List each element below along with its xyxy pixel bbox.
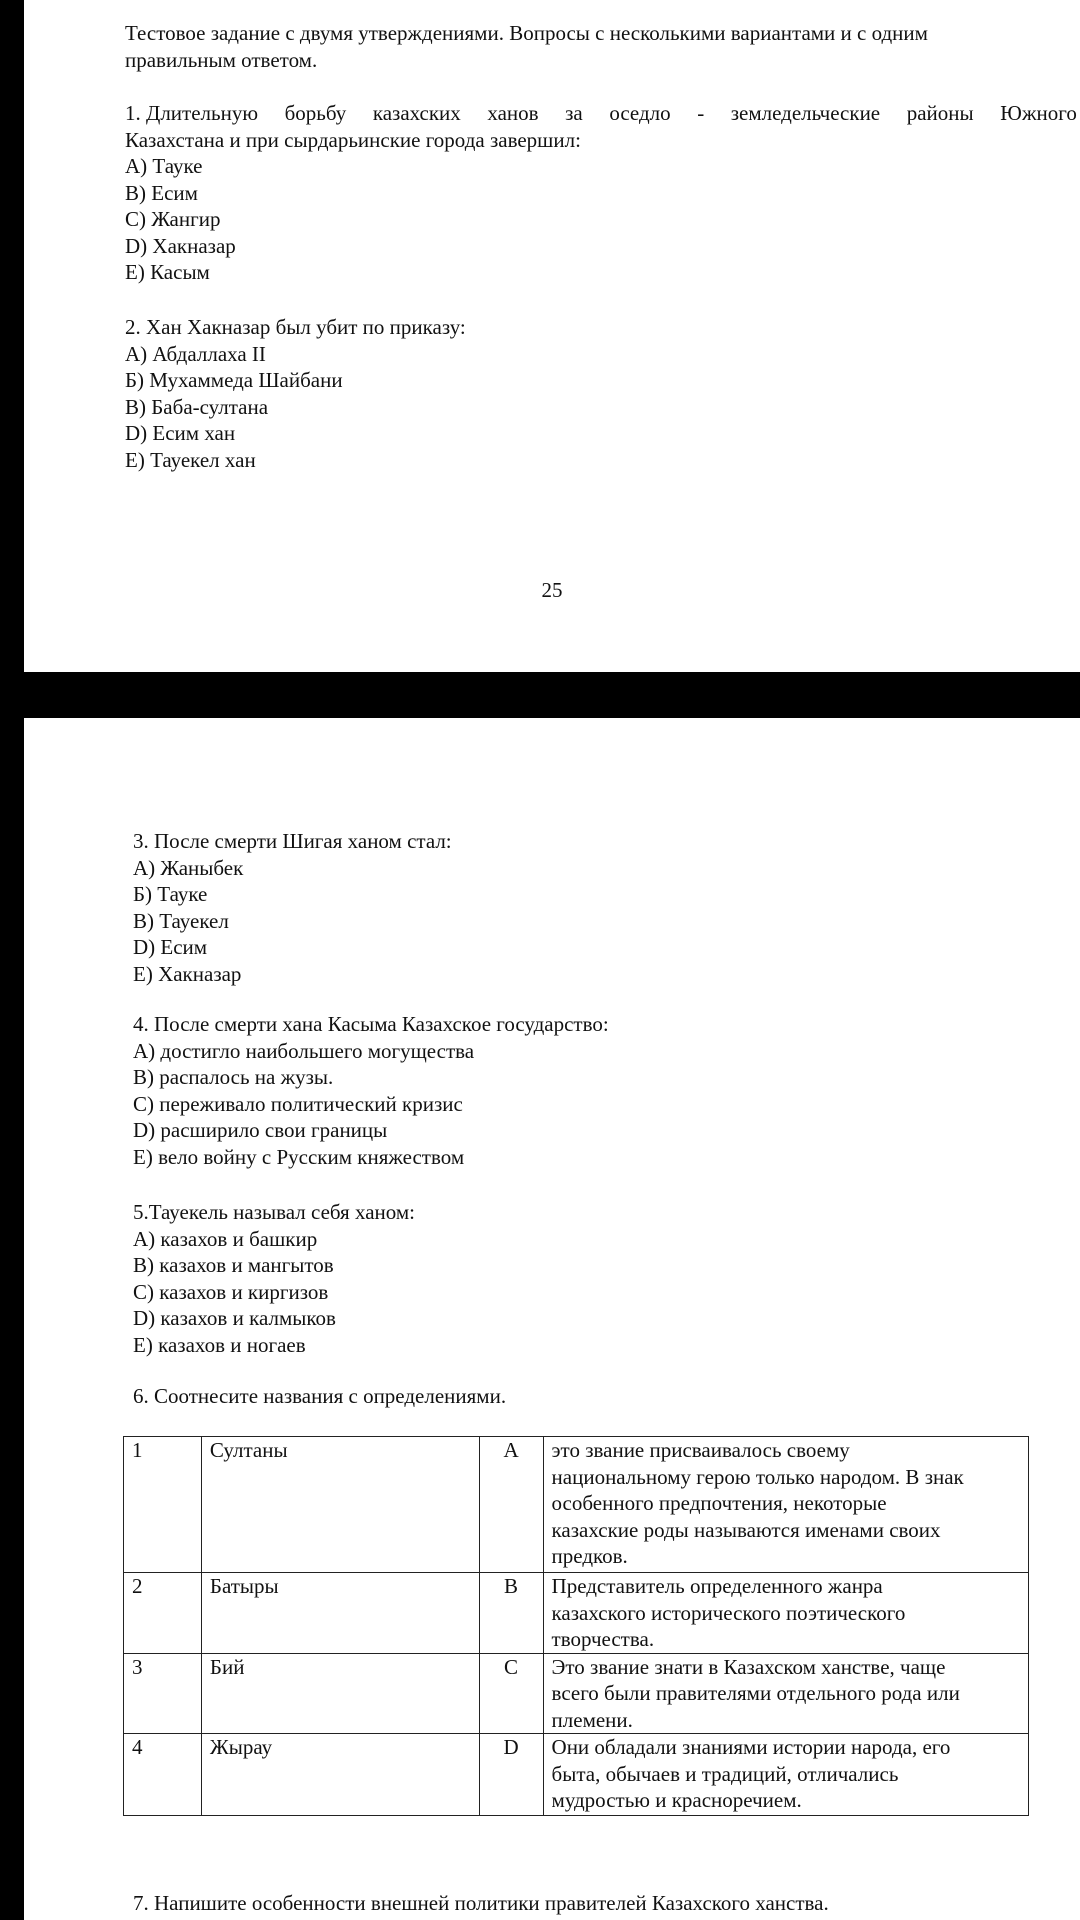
answer-option: D) расширило свои границы — [133, 1118, 388, 1142]
question-4-text: 4. После смерти хана Касыма Казахское государство: — [133, 1012, 609, 1036]
question-7-text: 7. Напишите особенности внешней политики правителей Казахского ханства. — [133, 1891, 829, 1915]
question-6 — [133, 1383, 506, 1410]
page-number: 25 — [541, 578, 563, 602]
definition-text — [543, 1653, 1028, 1734]
answer-option: D) Хакназар — [125, 233, 236, 258]
page-bottom — [24, 718, 1080, 1920]
definition-line: это звание присваивалось своему — [551, 1438, 850, 1462]
definition-text — [543, 1734, 1028, 1816]
term-name: Батыры — [201, 1573, 479, 1654]
intro-text — [125, 20, 1065, 73]
word: Южного — [1000, 101, 1077, 125]
table-row — [124, 1734, 1029, 1816]
term-name: Султаны — [201, 1437, 479, 1573]
answer-option: В) Тауекел — [133, 908, 229, 933]
word: - — [697, 101, 705, 125]
term-name: Жырау — [201, 1734, 479, 1816]
row-number: 2 — [124, 1573, 202, 1654]
question-1-text-line-2: Казахстана и при сырдарьинские города завершил: — [125, 127, 581, 152]
definition-line: всего были правителями отдельного рода или — [551, 1681, 960, 1705]
word: казахских — [372, 101, 461, 125]
answer-option: D) казахов и калмыков — [133, 1306, 336, 1330]
answer-option: А) казахов и башкир — [133, 1226, 318, 1251]
definition-line: племени. — [551, 1707, 633, 1732]
answer-option: Б) Тауке — [133, 882, 208, 906]
word: районы — [906, 101, 974, 125]
answer-option: Б) Мухаммеда Шайбани — [125, 368, 343, 392]
answer-option: D) Есим — [133, 935, 208, 959]
answer-option: Е) Хакназар — [133, 961, 242, 986]
answer-option: А) Жаныбек — [133, 855, 244, 880]
question-3-text: 3. После смерти Шигая ханом стал: — [133, 829, 452, 853]
page-top — [24, 0, 1080, 672]
intro-line: правильным ответом. — [125, 47, 318, 72]
definition-letter: В — [479, 1573, 543, 1654]
answer-option: В) Баба-султана — [125, 394, 269, 419]
definition-line: казахские роды называются именами своих — [551, 1517, 941, 1542]
definition-line: особенного предпочтения, некоторые — [551, 1491, 887, 1515]
answer-option: С) Жангир — [125, 207, 221, 231]
question-2 — [125, 314, 1025, 473]
definition-line: казахского исторического поэтического — [551, 1600, 906, 1625]
answer-option: Е) Тауекел хан — [125, 447, 256, 472]
question-3 — [133, 828, 452, 987]
answer-option: А) Абдаллаха II — [125, 341, 266, 366]
term-name: Бий — [201, 1653, 479, 1734]
question-6-text: 6. Соотнесите названия с определениями. — [133, 1384, 507, 1408]
matching-table — [123, 1436, 1029, 1816]
definition-line: национальному герою только народом. В знак — [551, 1464, 964, 1489]
definition-line: Они обладали знаниями истории народа, его — [551, 1735, 951, 1759]
question-4 — [133, 1011, 609, 1170]
definition-text — [543, 1437, 1028, 1573]
intro-line: Тестовое задание с двумя утверждениями. Вопросы с несколькими вариантами и с одним — [125, 21, 928, 45]
question-1 — [125, 100, 1077, 286]
definition-line: мудростью и красноречием. — [551, 1788, 802, 1812]
definition-letter: С — [479, 1653, 543, 1734]
definition-line: быта, обычаев и традиций, отличались — [551, 1761, 899, 1786]
definition-line: Представитель определенного жанра — [551, 1574, 883, 1598]
table-row — [124, 1437, 1029, 1573]
definition-letter: А — [479, 1437, 543, 1573]
answer-option: В) Есим — [125, 180, 198, 205]
answer-option: Е) вело войну с Русским княжеством — [133, 1144, 465, 1169]
definition-letter: D — [479, 1734, 543, 1816]
question-5 — [133, 1199, 415, 1358]
answer-option: С) переживало политический кризис — [133, 1091, 463, 1116]
table-row — [124, 1573, 1029, 1654]
word: земледельческие — [730, 101, 881, 125]
question-2-text: 2. Хан Хакназар был убит по приказу: — [125, 315, 466, 339]
answer-option: В) казахов и мангытов — [133, 1253, 334, 1277]
answer-option: D) Есим хан — [125, 421, 236, 445]
answer-option: С) казахов и киргизов — [133, 1279, 329, 1304]
answer-option: А) Тауке — [125, 154, 203, 178]
answer-option: В) распалось на жузы. — [133, 1065, 334, 1089]
answer-option: Е) казахов и ногаев — [133, 1332, 306, 1357]
answer-option: А) достигло наибольшего могущества — [133, 1038, 475, 1063]
row-number: 3 — [124, 1653, 202, 1734]
word: борьбу — [284, 101, 347, 125]
question-5-text: 5.Тауекель называл себя ханом: — [133, 1200, 415, 1224]
row-number: 1 — [124, 1437, 202, 1573]
question-1-text-line-1 — [125, 100, 1077, 127]
definition-line: творчества. — [551, 1627, 655, 1651]
definition-line: предков. — [551, 1544, 628, 1568]
table-row — [124, 1653, 1029, 1734]
definition-line: Это звание знати в Казахском ханстве, чаще — [551, 1654, 946, 1679]
word: 1. Длительную — [125, 101, 259, 125]
question-7 — [133, 1890, 829, 1917]
definition-text — [543, 1573, 1028, 1654]
word: оседло — [609, 101, 671, 125]
row-number: 4 — [124, 1734, 202, 1816]
word: за — [565, 101, 583, 125]
answer-option: Е) Касым — [125, 260, 210, 284]
word: ханов — [487, 101, 539, 125]
